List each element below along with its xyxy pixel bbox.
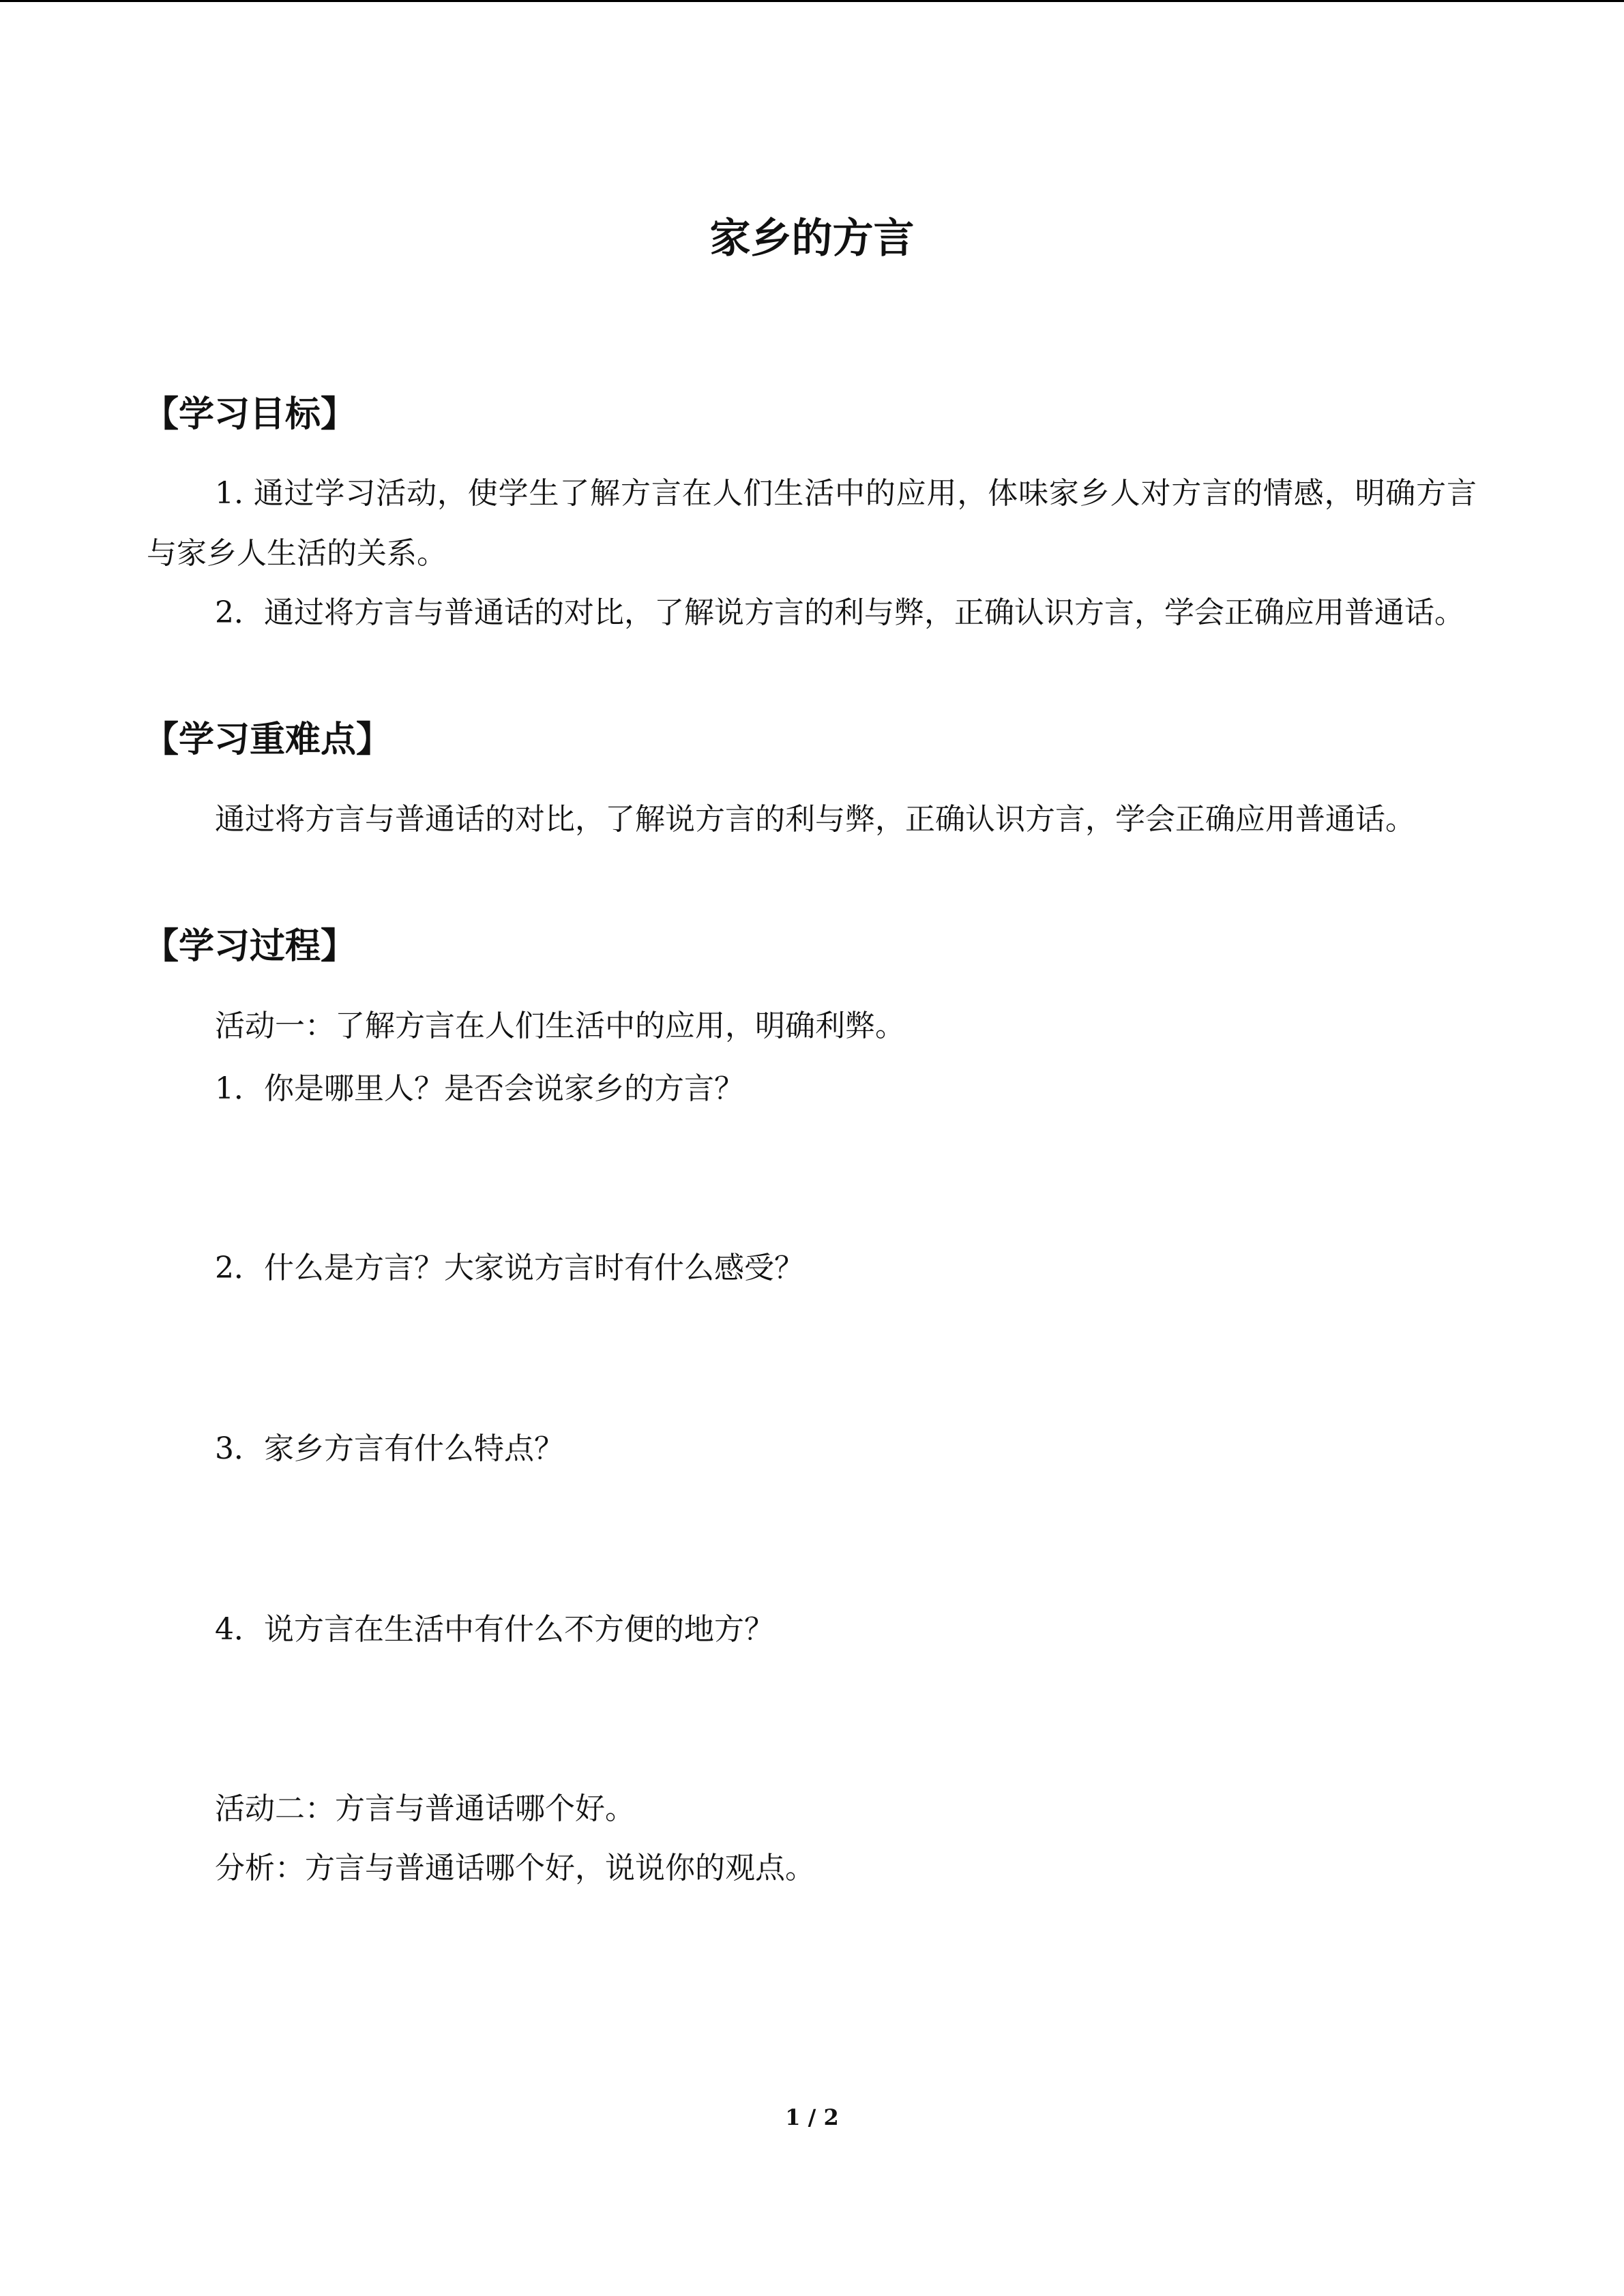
section-heading-key-points: 【学习重难点】 [143, 719, 392, 760]
activity-two-line: 活动二：方言与普通话哪个好。 [215, 1791, 635, 1826]
goal-item-1: 1. 通过学习活动，使学生了解方言在人们生活中的应用，体味家乡人对方言的情感，明确方言与家乡人生活的关系。 [147, 476, 1477, 571]
page-title: 家乡的方言 [709, 215, 915, 263]
question-1: 1．你是哪里人？是否会说家乡的方言？ [215, 1071, 744, 1106]
activity-one-line: 活动一：了解方言在人们生活中的应用，明确利弊。 [215, 1009, 905, 1043]
question-3: 3．家乡方言有什么特点？ [215, 1431, 564, 1466]
goal-item-2: 2．通过将方言与普通话的对比，了解说方言的利与弊，正确认识方言，学会正确应用普通话。 [215, 595, 1464, 630]
analysis-line: 分析：方言与普通话哪个好，说说你的观点。 [215, 1851, 815, 1885]
top-border-rule [0, 0, 1624, 2]
key-points-text: 通过将方言与普通话的对比，了解说方言的利与弊，正确认识方言，学会正确应用普通话。 [215, 802, 1415, 837]
section-heading-goals: 【学习目标】 [143, 393, 357, 435]
question-2: 2．什么是方言？大家说方言时有什么感受？ [215, 1251, 804, 1285]
section-heading-process: 【学习过程】 [143, 925, 357, 967]
question-4: 4．说方言在生活中有什么不方便的地方？ [215, 1612, 774, 1647]
page-number: 1 / 2 [785, 2104, 839, 2130]
